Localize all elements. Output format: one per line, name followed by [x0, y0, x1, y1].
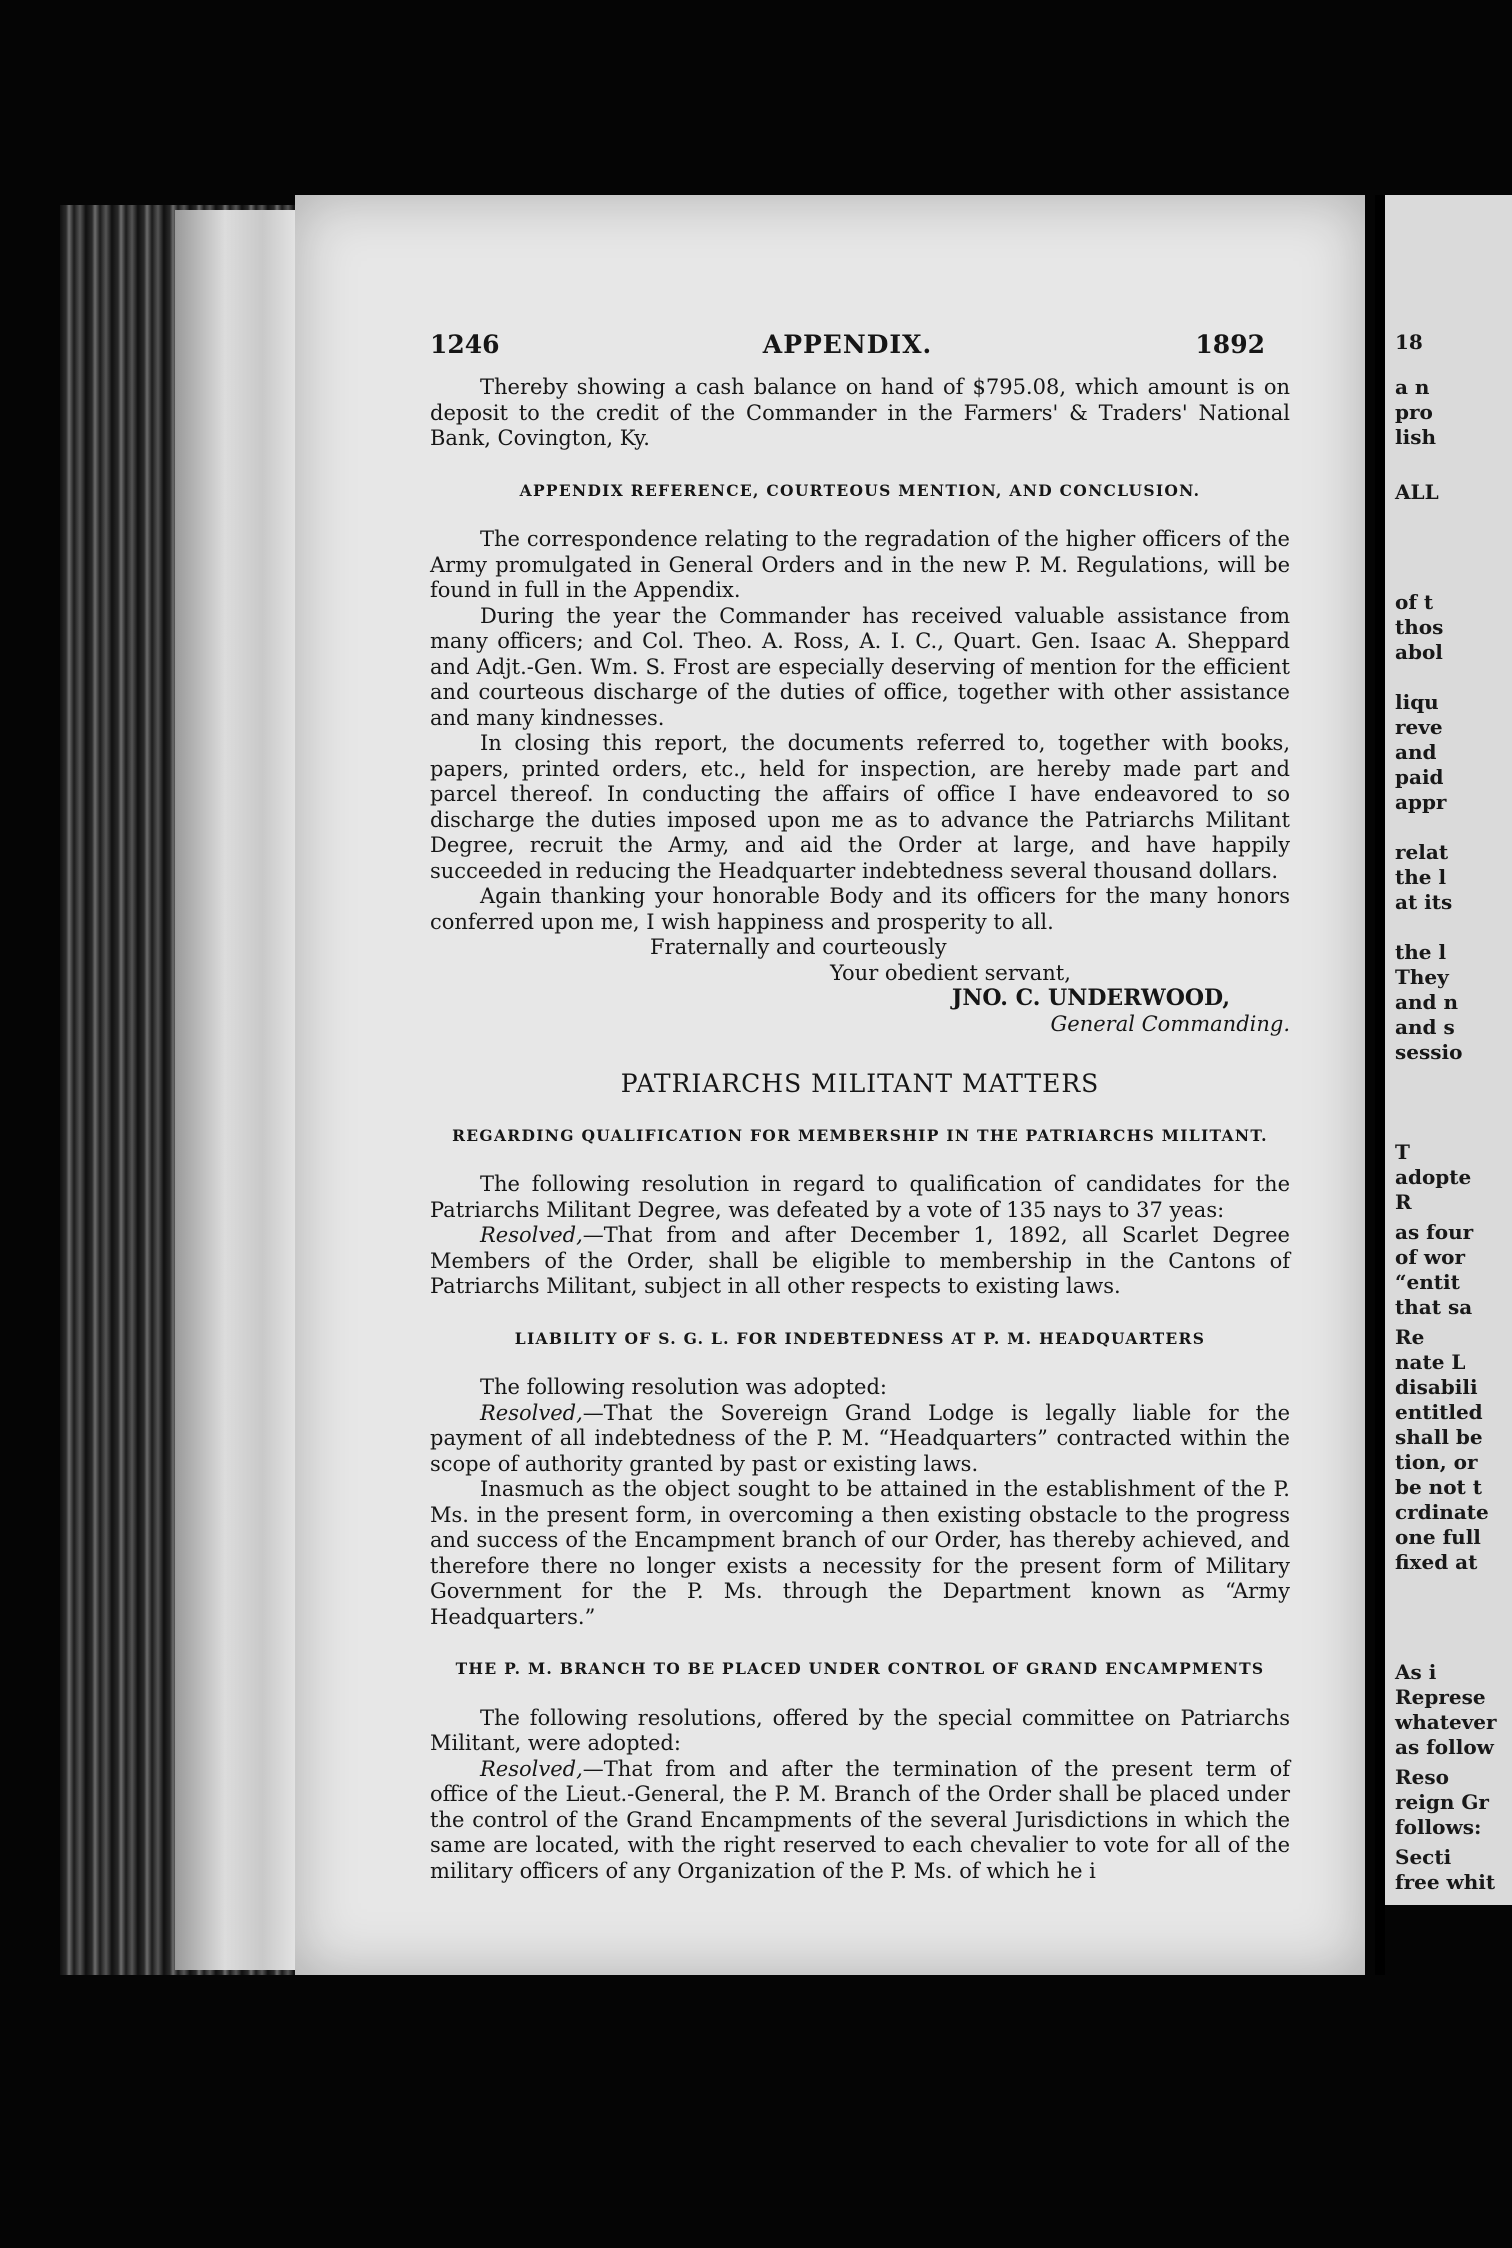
- facing-page-text-fragment: relat: [1395, 840, 1449, 864]
- facing-page-text-fragment: and n: [1395, 990, 1458, 1014]
- facing-page-text-fragment: Re: [1395, 1325, 1425, 1349]
- facing-page-text-fragment: of t: [1395, 590, 1434, 614]
- facing-page-text-fragment: shall be: [1395, 1425, 1483, 1449]
- facing-page-text-fragment: They: [1395, 965, 1449, 989]
- resolved-label: Resolved,: [480, 1400, 583, 1425]
- facing-page-text-fragment: thos: [1395, 615, 1444, 639]
- section-heading-appendix-reference: APPENDIX REFERENCE, COURTEOUS MENTION, AND CONCLUSION.: [519, 480, 1201, 500]
- signature: JNO. C. UNDERWOOD,: [951, 985, 1230, 1011]
- facing-page-text-fragment: abol: [1395, 640, 1443, 664]
- facing-page-text-fragment: ALL: [1395, 480, 1439, 504]
- page-body: [430, 375, 1290, 1884]
- resolution-paragraph: [430, 1401, 1290, 1478]
- facing-page-text-fragment: as follow: [1395, 1735, 1494, 1759]
- facing-page-text-fragment: whatever: [1395, 1710, 1497, 1734]
- resolved-text: —That from and after December 1, 1892, all Scarlet Degree Members of the Order, shall be eligible to membership in the Cantons of Patriarchs Militant, subject in all other respects to existing laws.: [430, 1223, 1290, 1298]
- signature-title: General Commanding.: [1050, 1011, 1290, 1036]
- facing-page-text-fragment: disabili: [1395, 1375, 1478, 1399]
- facing-page-text-fragment: paid: [1395, 765, 1444, 789]
- resolved-label: Resolved,: [480, 1223, 583, 1247]
- resolution-paragraph: [430, 1223, 1290, 1300]
- facing-page-text-fragment: and s: [1395, 1015, 1455, 1039]
- facing-page-text-fragment: reve: [1395, 715, 1443, 739]
- facing-page-text-fragment: one full: [1395, 1525, 1481, 1549]
- facing-page-text-fragment: R: [1395, 1190, 1412, 1214]
- facing-page-text-fragment: tion, or: [1395, 1450, 1478, 1474]
- paragraph: Inasmuch as the object sought to be attained in the establishment of the P. Ms. in the present form, in overcoming a then existing obstacle to the progress and success of the Encampment branch of our Order, has thereby achieved, and therefore there no longer exists a necessity for the present form of Military Government for the P. Ms. through the Department known as “Army Headquarters.”: [430, 1477, 1290, 1629]
- page-gutter-shadow: [1375, 195, 1385, 1975]
- facing-page-fragment: [1385, 195, 1512, 1905]
- facing-page-text-fragment: follows:: [1395, 1815, 1482, 1839]
- paragraph: During the year the Commander has received valuable assistance from many officers; and Col. Theo. A. Ross, A. I. C., Quart. Gen. Isaac A. Sheppard and Adjt.-Gen. Wm. S. Frost are especially deserving of mention for the efficient and courteous discharge of the duties of office, together with other assistance and many kindnesses.: [430, 603, 1290, 730]
- facing-page-text-fragment: lish: [1395, 425, 1436, 449]
- facing-page-text-fragment: T: [1395, 1140, 1410, 1164]
- paragraph: The following resolution in regard to qualification of candidates for the Patriarchs Militant Degree, was defeated by a vote of 135 nays to 37 yeas:: [430, 1172, 1290, 1222]
- facing-page-text-fragment: reign Gr: [1395, 1790, 1489, 1814]
- paragraph: The correspondence relating to the regradation of the higher officers of the Army promulgated in General Orders and in the new P. M. Regulations, will be found in full in the Appendix.: [430, 527, 1290, 602]
- facing-page-text-fragment: Reso: [1395, 1765, 1449, 1789]
- closing-servant: Your obedient servant,: [830, 960, 1071, 985]
- page-stack-edge: [175, 210, 300, 1970]
- facing-page-text-fragment: sessio: [1395, 1040, 1463, 1064]
- facing-page-text-fragment: of wor: [1395, 1245, 1465, 1269]
- facing-page-text-fragment: be not t: [1395, 1475, 1482, 1499]
- main-heading: PATRIARCHS MILITANT MATTERS: [620, 1069, 1100, 1098]
- facing-page-text-fragment: crdinate: [1395, 1500, 1489, 1524]
- paragraph: Again thanking your honorable Body and its officers for the many honors conferred upon me, I wish happiness and prosperity to all.: [430, 884, 1290, 934]
- book-page: [295, 195, 1365, 1975]
- facing-page-text-fragment: Secti: [1395, 1845, 1452, 1869]
- facing-page-text-fragment: appr: [1395, 790, 1447, 814]
- facing-page-text-fragment: pro: [1395, 400, 1433, 424]
- closing-salutation: Fraternally and courteously: [650, 935, 947, 959]
- section-heading-grand-encampments: THE P. M. BRANCH TO BE PLACED UNDER CONTROL OF GRAND ENCAMPMENTS: [455, 1659, 1265, 1678]
- paragraph: In closing this report, the documents referred to, together with books, papers, printed orders, etc., held for inspection, are hereby made part and parcel thereof. In conducting the affairs of office I have endeavored to so discharge the duties imposed upon me as to advance the Patriarchs Militant Degree, recruit the Army, and aid the Order at large, and have happily succeeded in reducing the Headquarter indebtedness several thousand dollars.: [430, 731, 1290, 883]
- section-heading-qualification: REGARDING QUALIFICATION FOR MEMBERSHIP IN THE PATRIARCHS MILITANT.: [452, 1125, 1268, 1145]
- facing-page-text-fragment: As i: [1395, 1660, 1437, 1684]
- running-head: [430, 330, 1265, 370]
- facing-page-text-fragment: “entit: [1395, 1270, 1460, 1294]
- resolution-paragraph: [430, 1757, 1290, 1885]
- section-heading-liability: LIABILITY OF S. G. L. FOR INDEBTEDNESS AT P. M. HEADQUARTERS: [514, 1328, 1206, 1348]
- facing-page-text-fragment: the l: [1395, 940, 1447, 964]
- page-year-right: 1892: [1195, 330, 1265, 359]
- balance-paragraph: Thereby showing a cash balance on hand of $795.08, which amount is on deposit to the credit of the Commander in the Farmers' & Traders' National Bank, Covington, Ky.: [430, 375, 1290, 450]
- facing-page-text-fragment: adopte: [1395, 1165, 1472, 1189]
- facing-page-text-fragment: and: [1395, 740, 1437, 764]
- facing-page-text-fragment: nate L: [1395, 1350, 1466, 1374]
- facing-page-text-fragment: Represe: [1395, 1685, 1486, 1709]
- facing-page-text-fragment: a n: [1395, 375, 1430, 399]
- facing-page-text-fragment: as four: [1395, 1220, 1474, 1244]
- facing-page-text-fragment: fixed at: [1395, 1550, 1478, 1574]
- facing-page-text-fragment: 18: [1395, 330, 1423, 354]
- page-number-left: 1246: [430, 330, 500, 359]
- resolved-text: —That the Sovereign Grand Lodge is legally liable for the payment of all indebtedness of the P. M. “Headquarters” contracted within the scope of authority granted by past or existing laws.: [430, 1400, 1290, 1476]
- facing-page-text-fragment: the l: [1395, 865, 1447, 889]
- running-title: APPENDIX.: [762, 330, 933, 359]
- facing-page-text-fragment: at its: [1395, 890, 1453, 914]
- resolved-text: —That from and after the termination of the present term of office of the Lieut.-General, the P. M. Branch of the Order shall be placed under the control of the Grand Encampments of the several Jurisdictions in which the same are located, with the right reserved to each chevalier to vote for all of the military officers of any Organization of the P. Ms. of which he i: [430, 1756, 1290, 1883]
- paragraph: The following resolution was adopted:: [480, 1375, 887, 1399]
- facing-page-text-fragment: free whit: [1395, 1870, 1496, 1894]
- facing-page-text-fragment: entitled: [1395, 1400, 1483, 1424]
- facing-page-text-fragment: liqu: [1395, 690, 1439, 714]
- closing-block: [430, 935, 1290, 1037]
- resolved-label: Resolved,: [480, 1756, 583, 1781]
- facing-page-text-fragment: that sa: [1395, 1295, 1473, 1319]
- paragraph: The following resolutions, offered by the special committee on Patriarchs Militant, were adopted:: [430, 1705, 1290, 1755]
